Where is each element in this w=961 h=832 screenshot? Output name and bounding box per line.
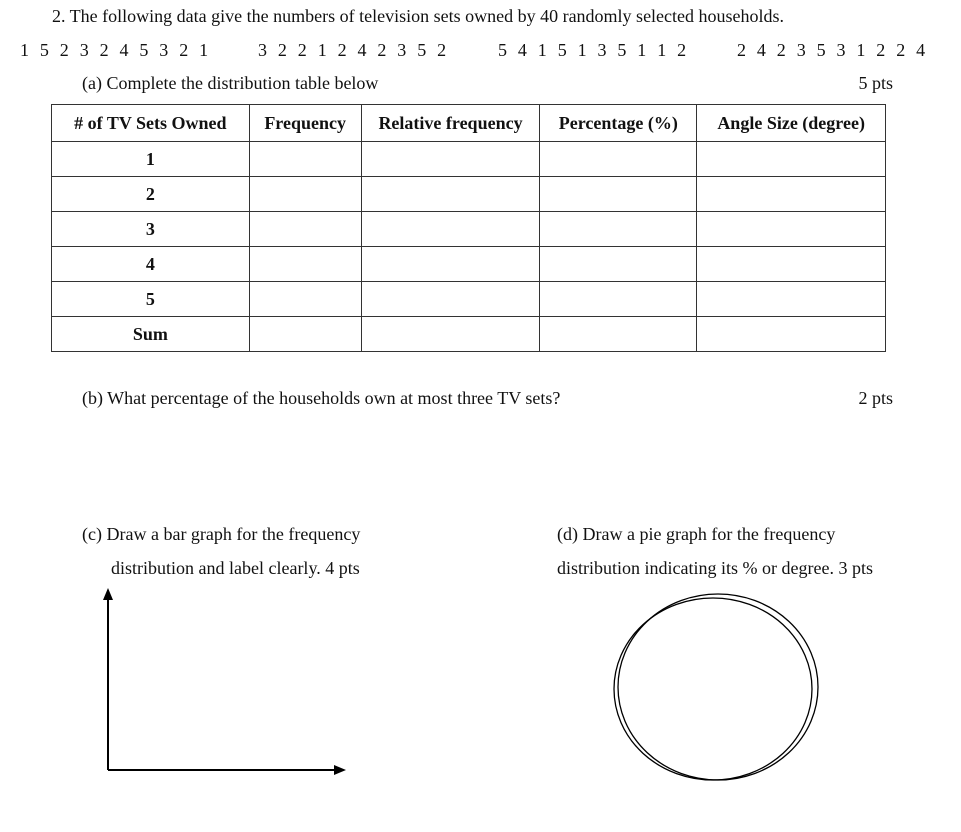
data-group-2: 3 2 2 1 2 4 2 3 5 2 [258,40,450,60]
part-c-line-1: (c) Draw a bar graph for the frequency [82,524,361,544]
header-percentage: Percentage (%) [540,105,697,142]
part-d-line-2: distribution indicating its % or degree. 3 pts [557,558,873,578]
part-a-points: 5 pts [858,73,893,93]
pie-graph-circle [614,594,818,780]
part-c-line-2: distribution and label clearly. 4 pts [111,558,360,578]
row-label: 1 [52,142,250,177]
part-b-question: (b) What percentage of the households own at most three TV sets? [82,388,561,408]
header-frequency: Frequency [249,105,361,142]
part-d-line-1: (d) Draw a pie graph for the frequency [557,524,836,544]
header-tv-sets: # of TV Sets Owned [52,105,250,142]
y-axis-arrow-icon [103,588,113,600]
question-title: 2. The following data give the numbers of television sets owned by 40 randomly selected households. [52,6,785,26]
bar-graph-axes [103,588,346,775]
row-label: 4 [52,247,250,282]
row-label: 2 [52,177,250,212]
row-label: 5 [52,282,250,317]
part-a-instruction: (a) Complete the distribution table below [82,73,379,93]
data-group-4: 2 4 2 3 5 3 1 2 2 4 [737,40,929,60]
data-group-3: 5 4 1 5 1 3 5 1 1 2 [498,40,690,60]
x-axis-arrow-icon [334,765,346,775]
row-label: 3 [52,212,250,247]
part-b-points: 2 pts [858,388,893,408]
header-angle-size: Angle Size (degree) [697,105,886,142]
data-group-1: 1 5 2 3 2 4 5 3 2 1 [20,40,212,60]
header-relative-frequency: Relative frequency [361,105,540,142]
row-label-sum: Sum [52,317,250,352]
